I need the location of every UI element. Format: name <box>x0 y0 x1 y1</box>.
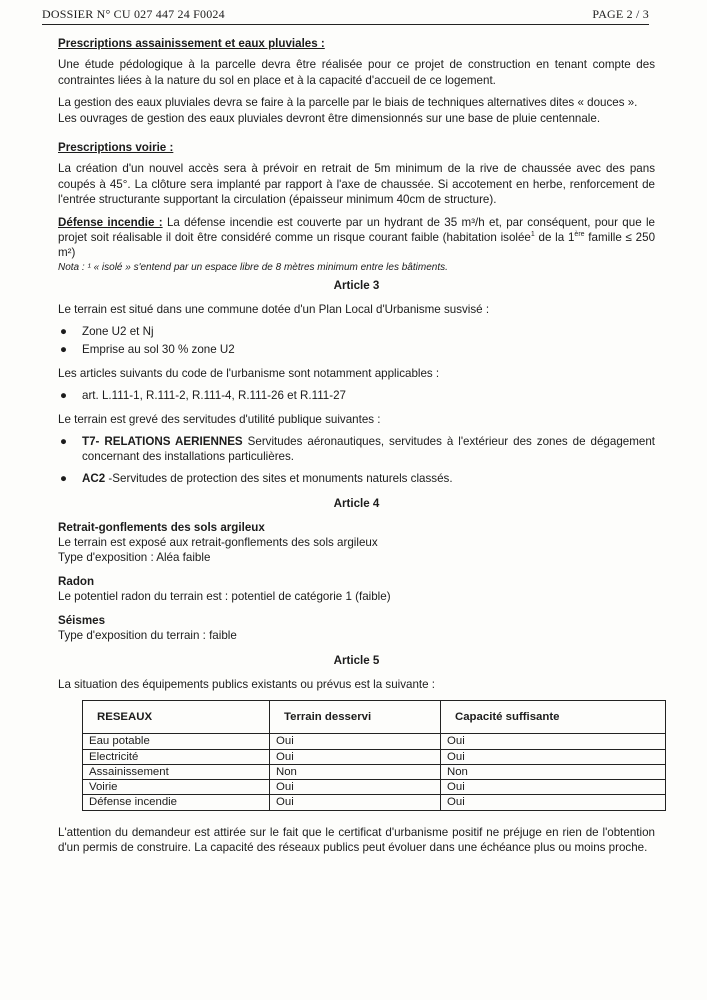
paragraph-eaux-pluviales-1: La gestion des eaux pluviales devra se faire à la parcelle par le biais de techniques alternatives dites « douces ». <box>58 96 638 110</box>
list-item <box>58 342 655 357</box>
table-cell: Oui <box>270 734 441 749</box>
seismes-block <box>58 613 655 644</box>
list-item-text: Zone U2 et Nj <box>82 324 154 338</box>
paragraph-defense-incendie <box>58 215 655 261</box>
article-3-title: Article 3 <box>333 279 380 293</box>
defense-text-c: famille ≤ 250 m²) <box>58 231 656 260</box>
reseaux-table <box>82 700 666 810</box>
list-item-text: art. L.111-1, R.111-2, R.111-4, R.111-26 et R.111-27 <box>82 389 347 403</box>
table-cell: Oui <box>441 749 666 764</box>
list-item <box>58 471 655 486</box>
list-item-text: Emprise au sol 30 % zone U2 <box>82 343 235 357</box>
defense-incendie-label: Défense incendie : <box>58 215 163 229</box>
page-header <box>42 7 649 25</box>
bullet-icon: ● <box>60 343 68 357</box>
page-number: PAGE 2 / 3 <box>592 7 649 21</box>
table-cell: Oui <box>270 749 441 764</box>
list-item <box>58 324 655 339</box>
retrait-line-2: Type d'exposition : Aléa faible <box>58 551 211 565</box>
table-cell: Voirie <box>83 780 270 795</box>
paragraph-equipements-intro: La situation des équipements publics existants ou prévus est la suivante : <box>58 677 436 691</box>
servitude-code-ac2: AC2 <box>82 471 106 485</box>
bullet-icon: ● <box>60 389 68 403</box>
document-body <box>58 36 655 862</box>
table-cell: Oui <box>270 795 441 810</box>
footnote-nota: Nota : ¹ « isolé » s'entend par un espace libre de 8 mètres minimum entre les bâtiments. <box>58 261 448 273</box>
table-cell: Non <box>270 764 441 779</box>
retrait-gonflement-block <box>58 520 655 566</box>
defense-text-a: La défense incendie est couverte par un hydrant de 35 m³/h et, par conséquent, pour que le projet soit réalisable il doit être considéré comme un risque courant faible (habitation isolée <box>58 215 655 245</box>
article-5-title: Article 5 <box>333 654 380 668</box>
paragraph-articles-intro: Les articles suivants du code de l'urbanisme sont notamment applicables : <box>58 366 440 380</box>
table-cell: Oui <box>441 795 666 810</box>
paragraph-eaux-pluviales-2: Les ouvrages de gestion des eaux pluviales devront être dimensionnés sur une base de pluie centennale. <box>58 111 601 125</box>
list-item <box>58 388 655 403</box>
table-cell: Assainissement <box>83 764 270 779</box>
article-4-title: Article 4 <box>333 497 380 511</box>
defense-superscript-ere: ère <box>574 231 585 239</box>
column-header-capacite: Capacité suffisante <box>441 701 666 734</box>
table-row <box>83 780 666 795</box>
table-row <box>83 749 666 764</box>
plu-list <box>58 324 655 358</box>
articles-list <box>58 388 655 403</box>
table-cell: Eau potable <box>83 734 270 749</box>
defense-footnote-mark: 1 <box>530 231 535 239</box>
table-cell: Défense incendie <box>83 795 270 810</box>
paragraph-plu-intro: Le terrain est situé dans une commune dotée d'un Plan Local d'Urbanisme susvisé : <box>58 302 490 316</box>
paragraph-servitudes-intro: Le terrain est grevé des servitudes d'utilité publique suivantes : <box>58 412 381 426</box>
section-title-voirie: Prescriptions voirie : <box>58 141 174 155</box>
table-cell: Oui <box>270 780 441 795</box>
section-title-assainissement: Prescriptions assainissement et eaux pluviales : <box>58 37 325 50</box>
paragraph-voirie: La création d'un nouvel accès sera à prévoir en retrait de 5m minimum de la rive de chaussée avec des pans coupés à 45°. La clôture sera implanté par rapport à l'axe de chaussée. Si accotement en herbe, renforcement de l'entrée structurante supportant la circulation (épaisseur minimum 40cm de structure). <box>58 162 655 207</box>
defense-text-b: de la 1 <box>534 231 575 245</box>
table-cell: Oui <box>441 780 666 795</box>
table-header-row <box>83 701 666 734</box>
servitudes-list <box>58 434 655 486</box>
servitude-text-t7: Servitudes aéronautiques, servitudes à l'extérieur des zones de dégagement concernant des installations particulières. <box>82 435 656 464</box>
table-row <box>83 764 666 779</box>
table-row <box>83 795 666 810</box>
table-cell: Electricité <box>83 749 270 764</box>
bullet-icon: ● <box>60 435 68 449</box>
table-cell: Non <box>441 764 666 779</box>
table-row <box>83 734 666 749</box>
list-item <box>58 434 655 465</box>
paragraph-etude-pedologique: Une étude pédologique à la parcelle devra être réalisée pour ce projet de construction en tenant compte des contraintes liées à la nature du sol en place et à la capacité d'accueil de ce logement. <box>58 58 655 87</box>
seismes-title: Séismes <box>58 613 106 627</box>
column-header-terrain-desservi: Terrain desservi <box>270 701 441 734</box>
column-header-reseaux: RESEAUX <box>83 701 270 734</box>
retrait-title: Retrait-gonflements des sols argileux <box>58 520 265 534</box>
bullet-icon: ● <box>60 471 68 485</box>
bullet-icon: ● <box>60 324 68 338</box>
seismes-line-1: Type d'exposition du terrain : faible <box>58 629 237 643</box>
table-cell: Oui <box>441 734 666 749</box>
paragraph-final-notice: L'attention du demandeur est attirée sur le fait que le certificat d'urbanisme positif ne préjuge en rien de l'obtention d'un permis de construire. La capacité des réseaux publics peut évoluer dans une échéance plus ou moins proche. <box>58 825 655 854</box>
servitude-text-ac2: -Servitudes de protection des sites et monuments naturels classés. <box>105 471 453 485</box>
radon-line-1: Le potentiel radon du terrain est : potentiel de catégorie 1 (faible) <box>58 590 391 604</box>
servitude-code-t7: T7- RELATIONS AERIENNES <box>82 435 243 449</box>
radon-block <box>58 574 655 605</box>
dossier-number: DOSSIER N° CU 027 447 24 F0024 <box>42 7 225 21</box>
retrait-line-1: Le terrain est exposé aux retrait-gonflements des sols argileux <box>58 536 378 550</box>
radon-title: Radon <box>58 574 95 588</box>
